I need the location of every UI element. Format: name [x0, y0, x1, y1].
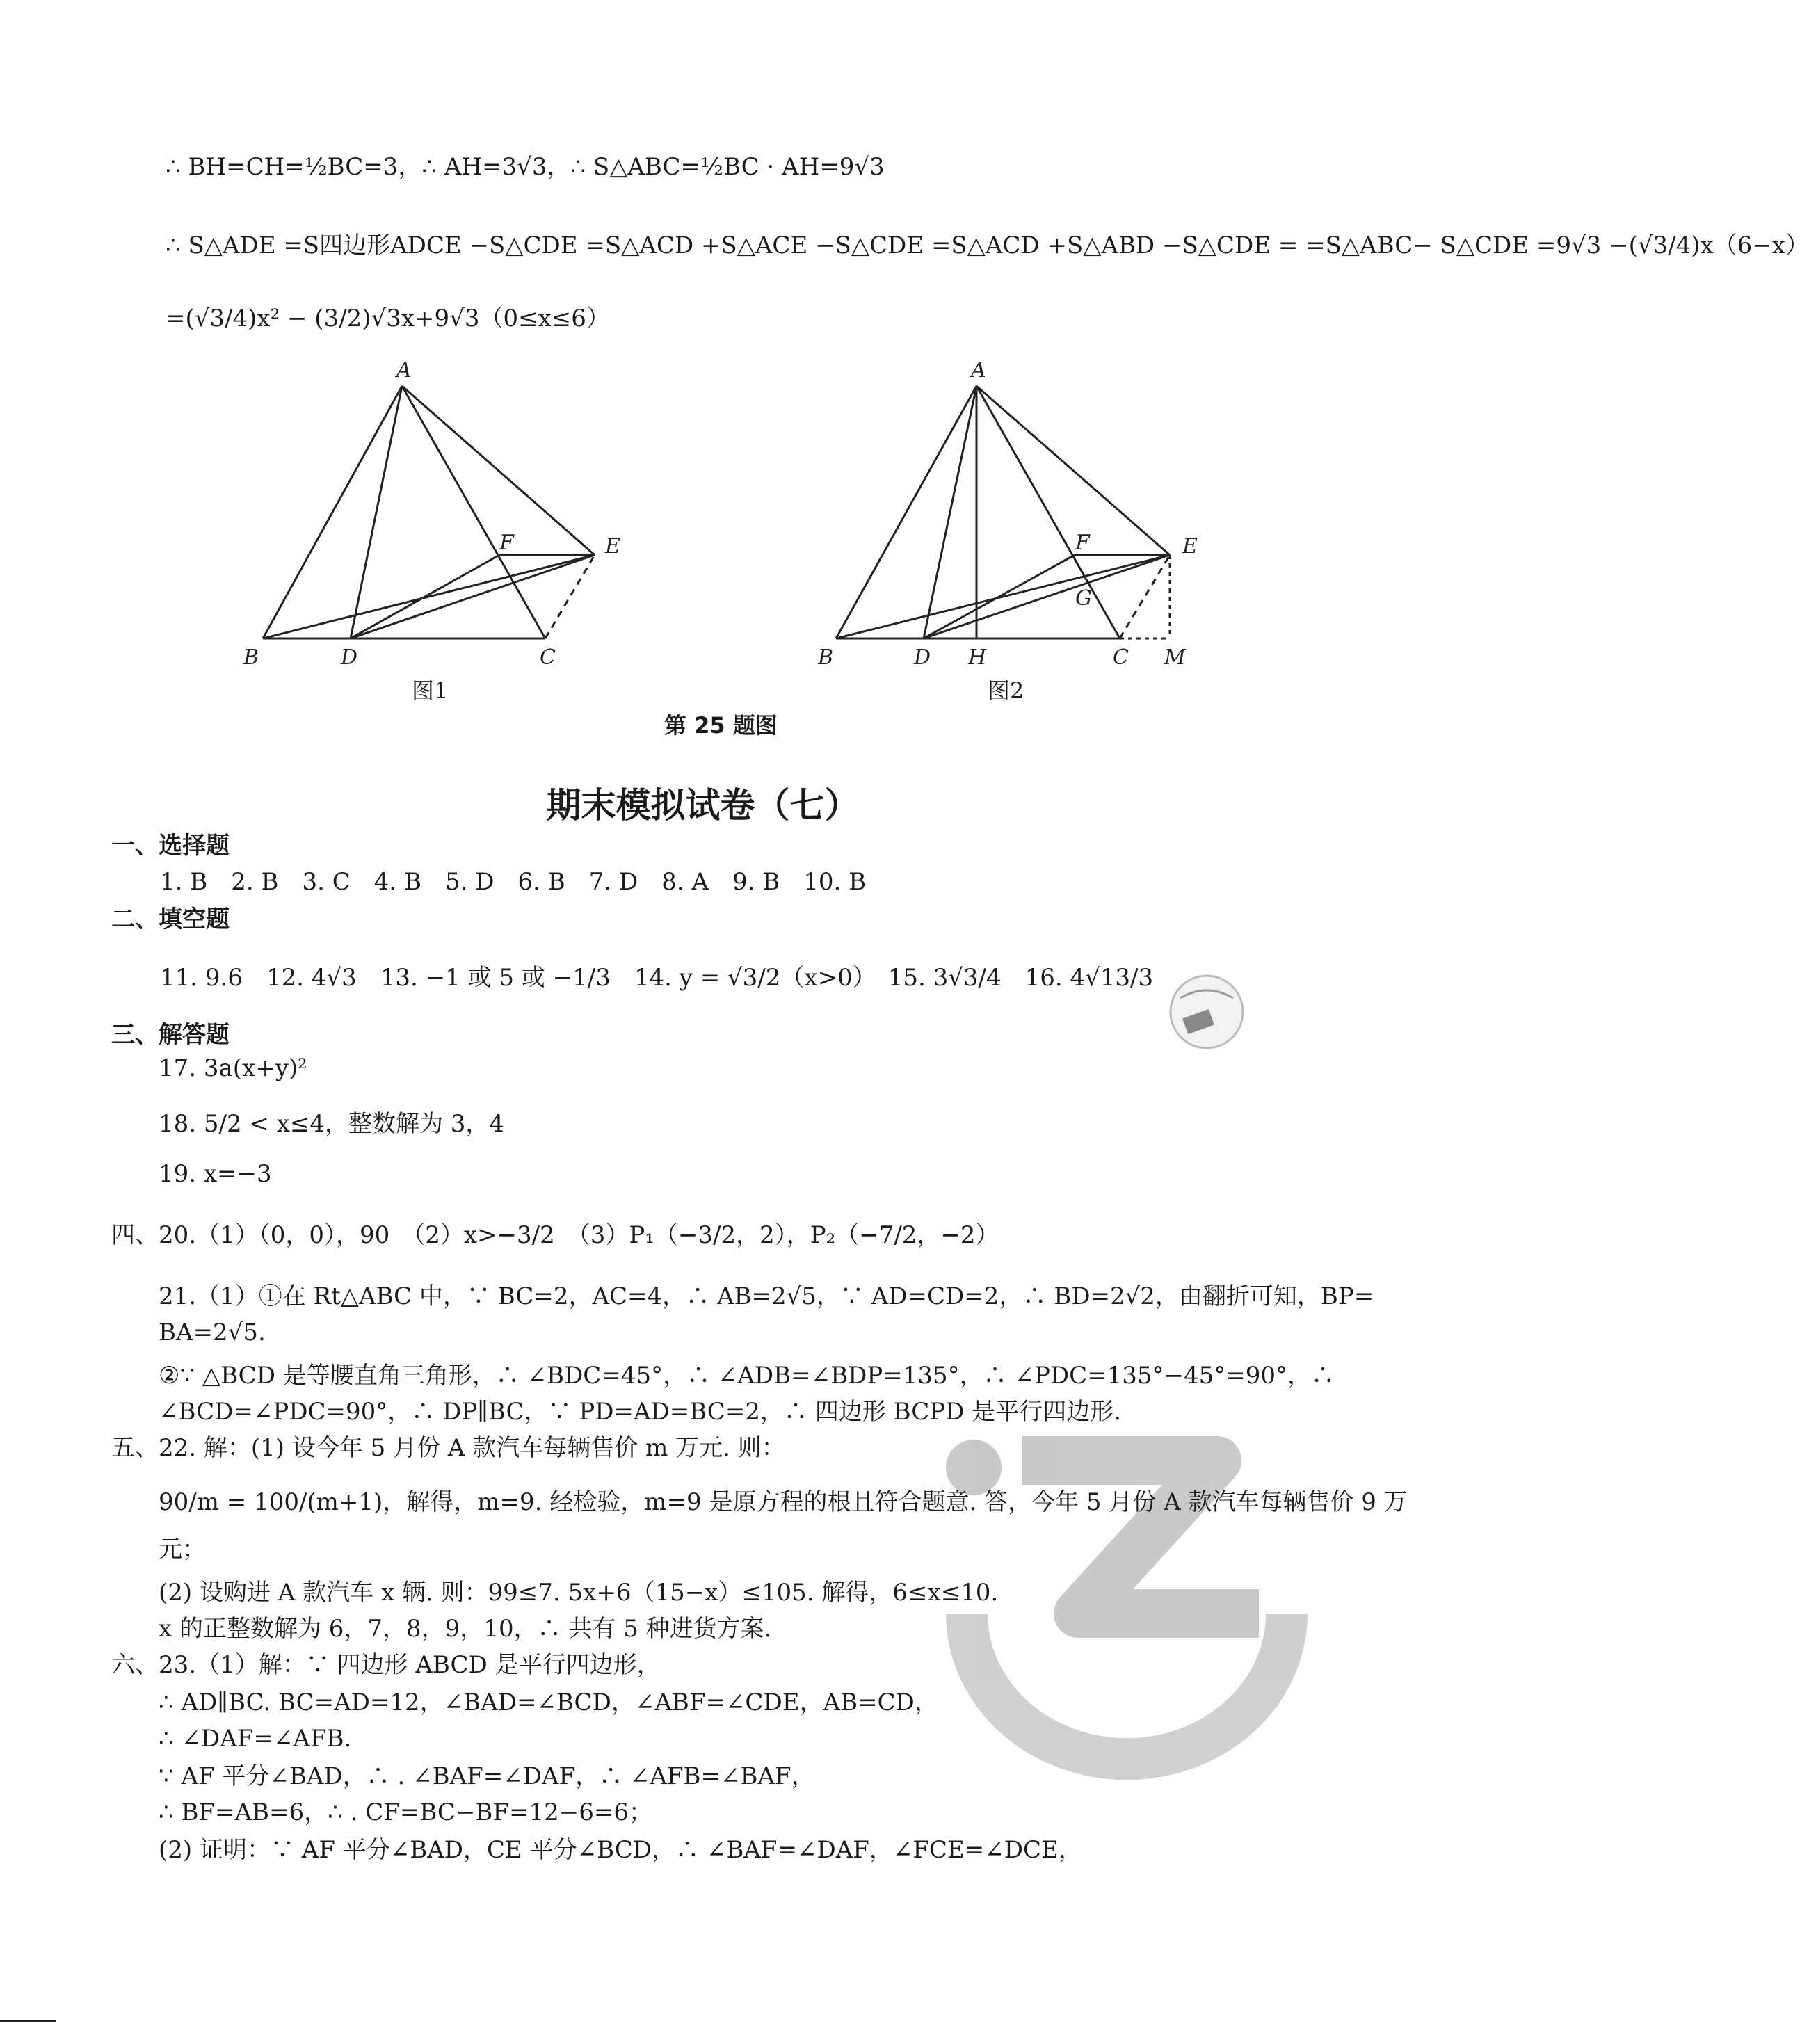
answer-23-line-6: (2) 证明：∵ AF 平分∠BAD，CE 平分∠BCD，∴ ∠BAF=∠DAF，∠FCE=∠DCE， [159, 1836, 1082, 1864]
fig2-line-de [924, 555, 1170, 638]
fig2-line-ac [976, 386, 1120, 638]
figure-2-caption: 图2 [988, 677, 1024, 704]
fig2-label-f: F [1075, 531, 1090, 555]
answer-23-line-1: 六、23.（1）解：∵ 四边形 ABCD 是平行四边形， [111, 1651, 661, 1679]
answer-23-line-5: ∴ BF=AB=6，∴ . CF=BC−BF=12−6=6； [159, 1798, 652, 1826]
section-2-heading: 二、填空题 [111, 906, 230, 933]
stamp-image [1165, 970, 1248, 1054]
fig2-label-c: C [1113, 645, 1129, 670]
solution-line-3: =(√3/4)x² − (3/2)√3x+9√3（0≤x≤6） [166, 305, 610, 332]
fig1-line-de [351, 555, 595, 638]
fig2-label-a: A [971, 358, 986, 383]
answer-21-line-3: ②∵ △BCD 是等腰直角三角形，∴ ∠BDC=45°，∴ ∠ADB=∠BDP=135°，∴ ∠PDC=135°−45°=90°，∴ [159, 1362, 1335, 1390]
fig2-label-e: E [1182, 534, 1198, 558]
fig2-line-ab [836, 386, 976, 638]
fig1-line-be [263, 555, 595, 638]
answer-23-line-3: ∴ ∠DAF=∠AFB. [159, 1725, 352, 1753]
fig1-line-ae [402, 386, 595, 555]
fig2-label-h: H [968, 645, 987, 670]
fig2-line-ce-dashed [1120, 555, 1170, 638]
fig1-label-e: E [605, 534, 620, 558]
answer-22-line-1: 五、22. 解：(1) 设今年 5 月份 A 款汽车每辆售价 m 万元. 则： [111, 1434, 785, 1462]
fig1-line-ab [263, 386, 402, 638]
fig1-line-ce-dashed [545, 555, 595, 638]
fig1-label-f: F [499, 531, 514, 555]
answer-22-line-4: (2) 设购进 A 款汽车 x 辆. 则：99≤7. 5x+6（15−x）≤105. 解得，6≤x≤10. [159, 1579, 999, 1607]
section-3-heading: 三、解答题 [111, 1021, 230, 1049]
page-edge-mark [0, 2020, 56, 2022]
section-1-answers: 1. B 2. B 3. C 4. B 5. D 6. B 7. D 8. A 9. B 10. B [160, 868, 867, 896]
answer-19: 19. x=−3 [159, 1160, 272, 1188]
answer-23-line-4: ∵ AF 平分∠BAD，∴ . ∠BAF=∠DAF，∴ ∠AFB=∠BAF， [159, 1762, 815, 1790]
solution-line-1: ∴ BH=CH=½BC=3，∴ AH=3√3，∴ S△ABC=½BC · AH=9√3 [166, 153, 885, 181]
fig1-label-b: B [243, 645, 259, 670]
fig1-label-d: D [341, 645, 358, 670]
fig2-line-ae [976, 386, 1170, 555]
fig2-label-m: M [1164, 645, 1186, 670]
figure-2 [807, 355, 1196, 682]
answer-22-line-5: x 的正整数解为 6，7，8，9，10，∴ 共有 5 种进货方案. [159, 1615, 772, 1643]
answer-21-line-1: 21.（1）①在 Rt△ABC 中，∵ BC=2，AC=4，∴ AB=2√5，∵ AD=CD=2，∴ BD=2√2，由翻折可知，BP= [159, 1282, 1374, 1310]
fig2-label-b: B [818, 645, 834, 670]
fig2-line-be [836, 555, 1170, 638]
answer-17: 17. 3a(x+y)² [159, 1054, 307, 1082]
figure-1-caption: 图1 [412, 677, 449, 704]
fig2-line-ad [924, 386, 976, 638]
section-2-answers: 11. 9.6 12. 4√3 13. −1 或 5 或 −1/3 14. y = √3/2（x>0） 15. 3√3/4 16. 4√13/3 [160, 964, 1154, 992]
answer-21-line-4: ∠BCD=∠PDC=90°，∴ DP∥BC，∵ PD=AD=BC=2，∴ 四边形 BCPD 是平行四边形. [159, 1398, 1122, 1426]
fig1-line-ad [351, 386, 402, 638]
answer-22-line-2: 90/m = 100/(m+1)，解得，m=9. 经检验，m=9 是原方程的根且符合题意. 答，今年 5 月份 A 款汽车每辆售价 9 万 [159, 1488, 1408, 1516]
fig1-line-ac [402, 386, 545, 638]
answer-22-line-3: 元； [159, 1536, 206, 1563]
figure-1 [236, 355, 640, 682]
fig2-label-d: D [914, 645, 931, 670]
answer-18: 18. 5/2 < x≤4，整数解为 3，4 [159, 1110, 505, 1138]
fig2-label-g: G [1075, 586, 1092, 611]
answer-23-line-2: ∴ AD∥BC. BC=AD=12，∠BAD=∠BCD，∠ABF=∠CDE，AB=CD， [159, 1689, 938, 1716]
figure-group-caption: 第 25 题图 [664, 712, 778, 739]
fig1-label-a: A [396, 358, 412, 383]
fig1-label-c: C [540, 645, 556, 670]
section-1-heading: 一、选择题 [111, 832, 230, 860]
answer-20: 四、20.（1）（0，0），90 （2）x>−3/2 （3）P₁（−3/2，2），P₂（−7/2，−2） [111, 1221, 999, 1249]
exam-title: 期末模拟试卷（七） [546, 785, 860, 826]
answer-21-line-2: BA=2√5. [159, 1319, 266, 1346]
solution-line-2: ∴ S△ADE =S四边形ADCE −S△CDE =S△ACD +S△ACE −S△CDE =S△ACD +S△ABD −S△CDE = =S△ABC− S△CDE =9√3 −(√3/4)x（6−x） [166, 232, 1809, 259]
